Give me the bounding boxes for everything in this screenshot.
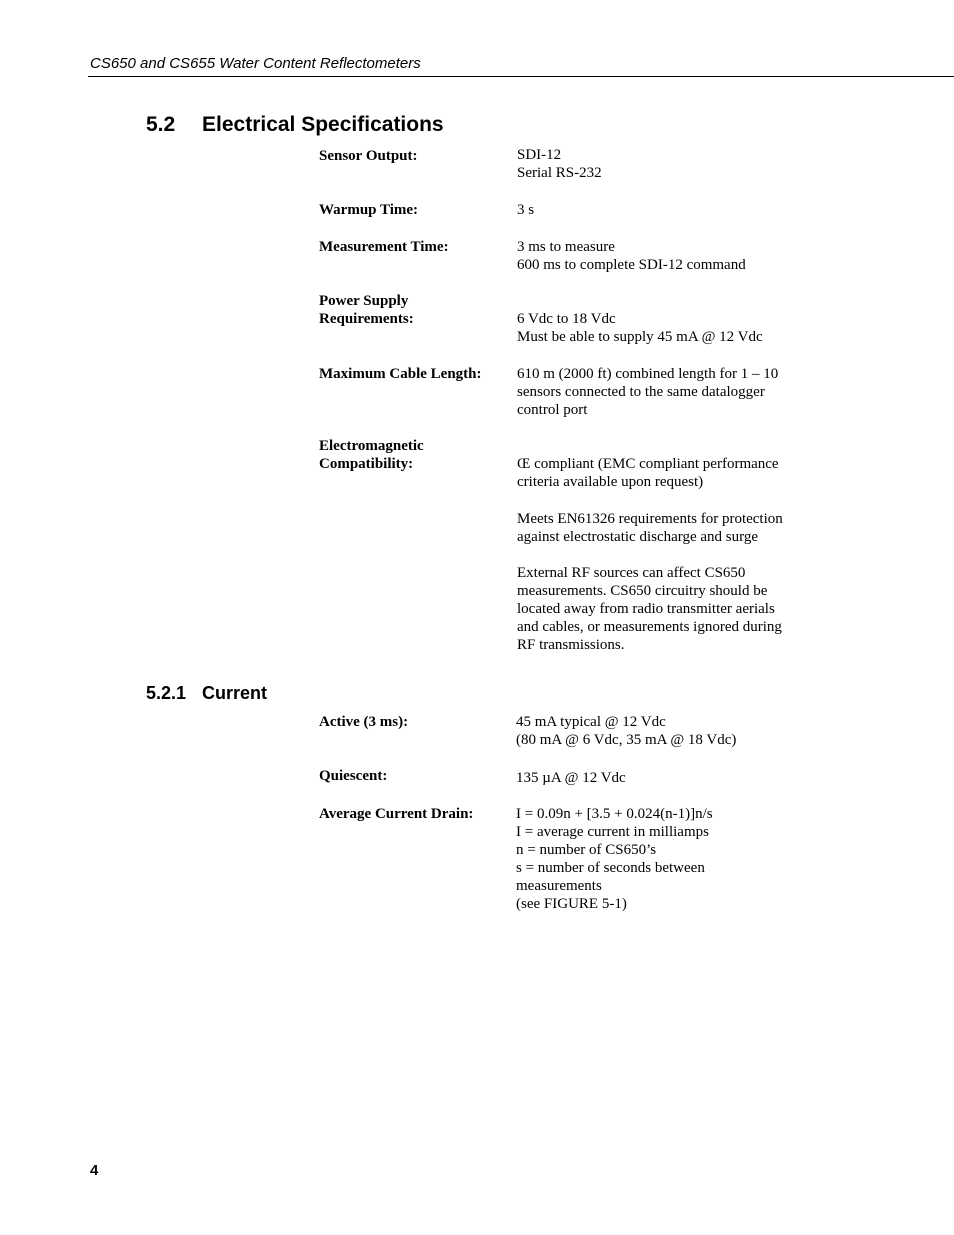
- spec-value-active-2: (80 mA @ 6 Vdc, 35 mA @ 18 Vdc): [516, 732, 737, 748]
- spec-label-max-cable-length: Maximum Cable Length:: [319, 366, 482, 382]
- spec-value-emc-p3-2: measurements. CS650 circuitry should be: [517, 583, 768, 599]
- spec-value-emc-p1-1: Œ compliant (EMC compliant performance: [517, 456, 779, 472]
- spec-label-quiescent: Quiescent:: [319, 768, 388, 784]
- spec-value-average-current-drain-6: (see FIGURE 5-1): [516, 896, 627, 912]
- spec-value-emc-p3-5: RF transmissions.: [517, 637, 625, 653]
- spec-label-measurement-time: Measurement Time:: [319, 239, 449, 255]
- spec-value-emc-p2-1: Meets EN61326 requirements for protection: [517, 511, 783, 527]
- spec-value-emc-p1-2: criteria available upon request): [517, 474, 704, 490]
- spec-value-max-cable-length-3: control port: [517, 402, 588, 418]
- subsection-number: 5.2.1: [146, 683, 187, 703]
- spec-value-average-current-drain-1: I = 0.09n + [3.5 + 0.024(n-1)]n/s: [516, 806, 713, 822]
- spec-label-emc-2: Compatibility:: [319, 456, 414, 472]
- spec-value-emc-p2-2: against electrostatic discharge and surge: [517, 529, 759, 545]
- spec-label-emc-1: Electromagnetic: [319, 438, 424, 454]
- spec-value-max-cable-length-1: 610 m (2000 ft) combined length for 1 – 10: [517, 366, 779, 382]
- running-header-title: CS650 and CS655 Water Content Reflectometers: [90, 55, 421, 72]
- spec-label-sensor-output: Sensor Output:: [319, 148, 418, 164]
- spec-value-power-supply-2: Must be able to supply 45 mA @ 12 Vdc: [517, 329, 763, 345]
- page-number: 4: [90, 1162, 99, 1179]
- spec-value-measurement-time-2: 600 ms to complete SDI-12 command: [517, 257, 746, 273]
- spec-value-power-supply-1: 6 Vdc to 18 Vdc: [517, 311, 616, 327]
- spec-value-sensor-output-2: Serial RS-232: [517, 165, 602, 181]
- section-title: Electrical Specifications: [202, 113, 444, 136]
- spec-value-max-cable-length-2: sensors connected to the same datalogger: [517, 384, 765, 400]
- spec-value-average-current-drain-4: s = number of seconds between: [516, 860, 705, 876]
- spec-label-average-current-drain: Average Current Drain:: [319, 806, 474, 822]
- spec-value-average-current-drain-3: n = number of CS650’s: [516, 842, 657, 858]
- spec-value-quiescent: 135 µA @ 12 Vdc: [516, 770, 626, 786]
- spec-label-power-supply-2: Requirements:: [319, 311, 414, 327]
- header-rule: [88, 76, 954, 77]
- spec-value-sensor-output-1: SDI-12: [517, 147, 562, 163]
- spec-value-average-current-drain-5: measurements: [516, 878, 602, 894]
- spec-value-measurement-time-1: 3 ms to measure: [517, 239, 615, 255]
- spec-label-power-supply-1: Power Supply: [319, 293, 409, 309]
- spec-value-emc-p3-3: located away from radio transmitter aerials: [517, 601, 775, 617]
- subsection-title: Current: [202, 683, 268, 703]
- spec-value-emc-p3-1: External RF sources can affect CS650: [517, 565, 746, 581]
- spec-value-emc-p3-4: and cables, or measurements ignored during: [517, 619, 782, 635]
- spec-value-average-current-drain-2: I = average current in milliamps: [516, 824, 709, 840]
- spec-label-active: Active (3 ms):: [319, 714, 409, 730]
- spec-value-active-1: 45 mA typical @ 12 Vdc: [516, 714, 666, 730]
- spec-label-warmup-time: Warmup Time:: [319, 202, 419, 218]
- spec-value-warmup-time: 3 s: [517, 202, 535, 218]
- section-number: 5.2: [146, 113, 176, 136]
